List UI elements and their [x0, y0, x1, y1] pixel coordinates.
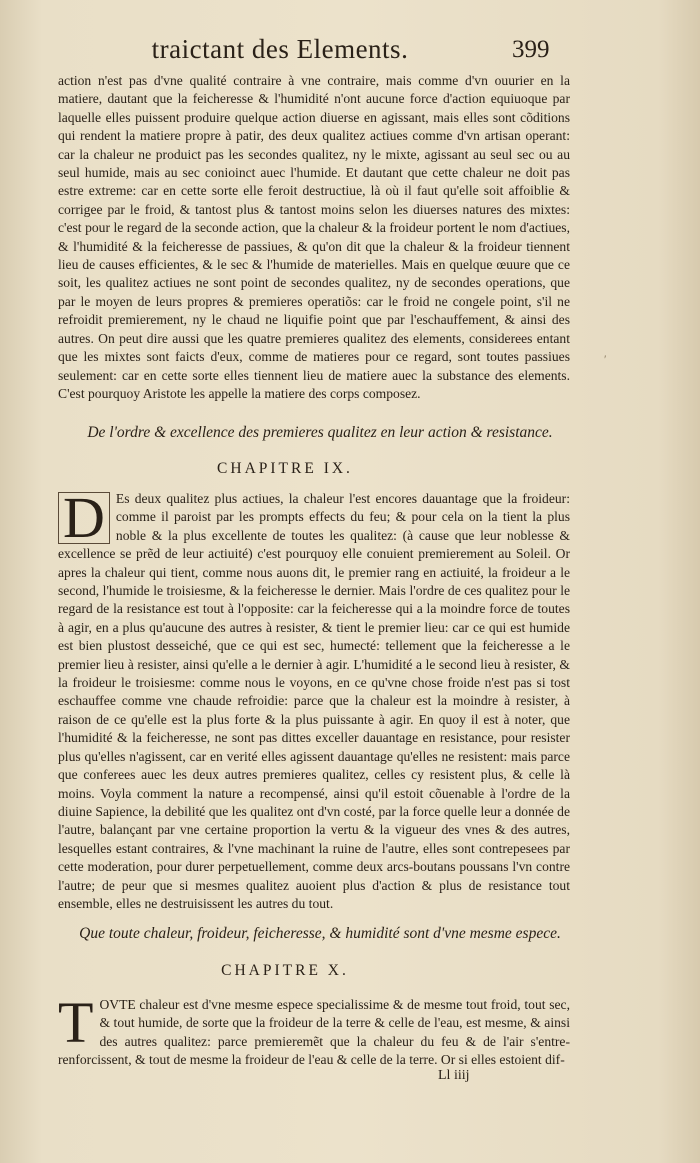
chapter-title-9: CHAPITRE IX.	[217, 460, 353, 477]
paragraph-1-text: ction n'est pas d'vne qualité contraire à vne contraire, mais comme d'vn ouurier en la matiere, dautant que la feicheresse & l'humidité n'ont aucune force d'action equiuoque par laquelle elles puissent produire quelque action diuerse en agissant, mais elles sont cõditions qui rendent la matiere propre à patir, des deux qualitez actiues comme d'vn artisan operant: car la chaleur ne produict pas les secondes qualitez, ny le mixte, agissant au seul sec ou au seul humide, mais au sec conioinct auec l'humide. Et dautant que cette chaleur ne doit pas estre extreme: car en cette sorte elle feroit destructiue, là où il faut qu'elle soit affoiblie & corrigee par le froid, & tantost plus & tantost moins selon les diuerses natures des mixtes: c'est pour le regard de la seconde action, que la chaleur & la froideur portent le nom d'actiues, & l'humidité & la feicheresse de passiues, & qu'on dit que la chaleur & la froideur tiennent lieu de causes efficientes, & le sec & l'humide de materielles. Mais en quelque œuure que ce soit, les qualitez actiues ne sont point de secondes qualitez, ny de secondes operations, que par le moyen de leurs propres & premieres operatiõs: car le froid ne congele point, s'il ne refroidit premierement, ny le chaud ne liquifie point que par l'eschauffement, & ainsi des autres. On peut dire aussi que les quatre premieres qualitez des elements, considerees entant que les mixtes sont faicts d'eux, comme de matieres pour ce regard, sont toutes passiues seulement: car en cette sorte elles tiennent lieu de matiere auec la substance des elements. C'est pourquoy Aristote les appelle la matiere des corps composez.	[58, 73, 570, 401]
paragraph-2-text: Es deux qualitez plus actiues, la chaleur l'est encores dauantage que la froideur: comme il paroist par les prompts effects du feu; & pour cela on la tient la plus noble & la plus excellente de toutes les qualitez: (à cause que leur noblesse & excellence se prẽd de leur actiuité) c'est pourquoy elle conuient premierement au Soleil. Or apres la chaleur qui tient, comme nous auons dit, le premier rang en actiuité, la froideur a le second, l'humide le troisiesme, & la feicheresse le dernier. Mais l'ordre de ces qualitez pour le regard de la resistance est tout à l'opposite: car la feicheresse qui a la moindre force de toutes à agir, en a plus qu'aucune des autres à resister, & tient le premier lieu: car ce qui est humide est bien plustost desseiché, que ce qui est sec, humecté: tellement que la feicheresse a le premier lieu à resister, ainsi qu'elle a le dernier à agir. L'humidité a le second lieu à resister, & la froideur le troisiesme: comme nous le voyons, en ce qu'vne chose froide n'est pas si tost eschauffee comme vne chaude refroidie: parce que la chaleur est la moindre à resister, à raison de ce qu'elle est la plus forte & la plus puissante à agir. En quoy il est à noter, que l'humidité & la feicheresse, ne sont pas dittes exceller dauantage en resistance, pour resister plus qu'elles n'agissent, car en verité elles agissent dauantage qu'elles ne resistent: mais parce que conferees auec les deux autres premieres qualitez, celles cy resistent plus, & celle là moins. Voyla comment la nature a recompensé, ainsi qu'il estoit cõuenable à l'ordre de la diuine Sapience, la debilité que les qualitez ont d'vn costé, par la force quelle leur a donnée de l'autre, balançant par vne certaine proportion la vertu & la vigueur des vnes & des autres, lesquelles estant contraires, & l'vne machinant la ruine de l'autre, elles sont contrepesees par cette moderation, pour durer perpetuellement, comme deux arcs-boutans poussans l'vn contre l'autre; de peur que si mesmes qualitez auoient plus d'action & plus de resistance tout ensemble, elles ne destruisissent les autres du tout.	[58, 491, 570, 911]
page-number: 399	[512, 36, 550, 63]
paragraph-3-text: OVTE chaleur est d'vne mesme espece specialissime & de mesme tout froid, tout sec, & tout humide, de sorte que la froideur de la terre & celle de l'eau, est mesme, & ainsi des autres qualitez: parce premieremẽt que la chaleur du feu & de l'air s'entre-renforcissent, & tout de mesme la froideur de l'eau & celle de la terre. Or si elles estoient dif-	[58, 997, 570, 1068]
margin-mark: ′	[604, 352, 607, 366]
drop-cap-d: D	[58, 492, 110, 544]
section-heading-1: De l'ordre & excellence des premieres qualitez en leur action & resistance.	[87, 424, 553, 441]
section-heading-2: Que toute chaleur, froideur, feicheresse, & humidité sont d'vne mesme espece.	[79, 925, 561, 942]
drop-cap-t: T	[58, 990, 94, 1055]
paragraph-1	[58, 72, 570, 403]
signature-mark: Ll iiij	[438, 1068, 470, 1083]
running-title: traictant des Elements.	[151, 34, 409, 64]
paragraph-2	[58, 485, 570, 913]
paragraph-3	[58, 990, 570, 1070]
chapter-title-10: CHAPITRE X.	[221, 962, 349, 979]
paragraph-1-initial: a	[58, 73, 65, 88]
